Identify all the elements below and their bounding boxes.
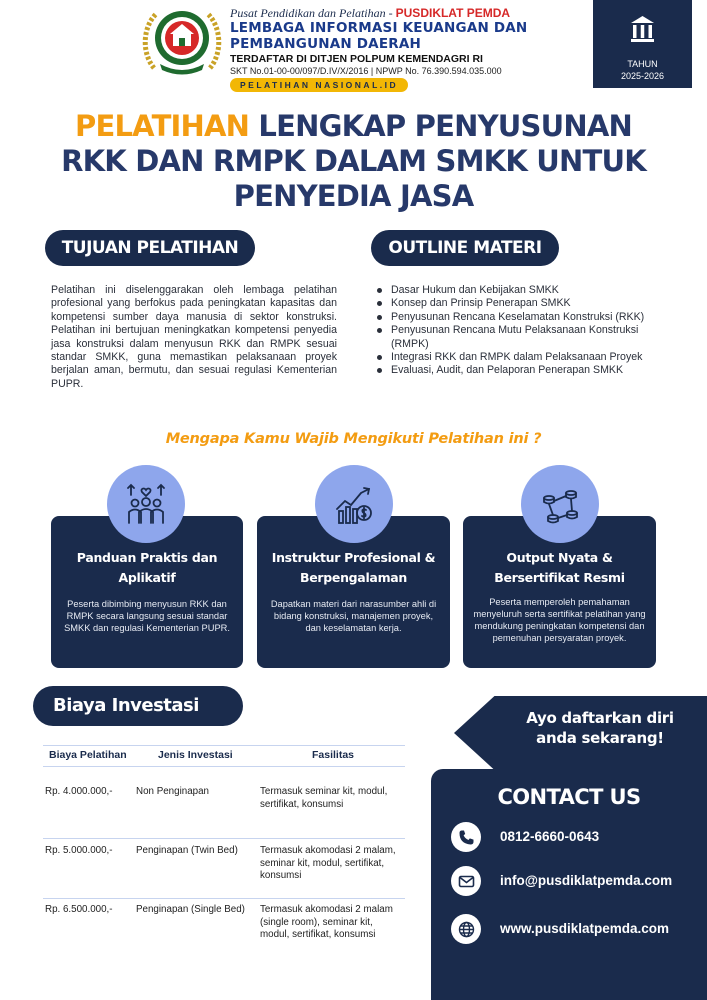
row-type: Penginapan (Twin Bed) [136,845,238,856]
title-rest: LENGKAP PENYUSUNAN RKK DAN RMPK DALAM SMKK UNTUK PENYEDIA JASA [61,109,646,213]
outline-item: Penyusunan Rencana Mutu Pelaksanaan Konstruksi (RMPK) [376,324,666,351]
contact-website[interactable]: www.pusdiklatpemda.com [500,921,670,936]
row-price: Rp. 5.000.000,- [45,845,113,856]
outline-item: Dasar Hukum dan Kebijakan SMKK [376,284,666,297]
year-value: 2025-2026 [620,71,665,81]
card-title: Panduan Praktis dan Aplikatif [76,550,218,585]
network-icon [521,465,599,543]
card-description: Peserta memperoleh pemahaman menyeluruh serta sertifikat pelatihan yang mendukung peningkatan kompetensi dan pemenuhan persyaratan proyek. [473,597,646,643]
why-heading: Mengapa Kamu Wajib Mengikuti Pelatihan ini ? [165,431,542,447]
outline-item: Integrasi RKK dan RMPK dalam Pelaksanaan Proyek [376,351,666,364]
column-header-type: Jenis Investasi [158,749,233,761]
row-facilities: Termasuk seminar kit, modul, sertifikat, konsumsi [260,786,388,810]
outline-heading: OUTLINE MATERI [371,230,559,266]
header-tagline-prefix: Pusat Pendidikan dan Pelatihan - [230,6,393,20]
card-title: Output Nyata & Bersertifikat Resmi [494,550,625,585]
outline-item: Konsep dan Prinsip Penerapan SMKK [376,297,666,310]
row-price: Rp. 4.000.000,- [45,786,113,797]
contact-phone[interactable]: 0812-6660-0643 [500,829,600,844]
column-header-facilities: Fasilitas [312,749,355,761]
year-label: TAHUN [627,59,658,69]
tujuan-heading: TUJUAN PELATIHAN [45,230,255,266]
card-title: Instruktur Profesional & Berpengalaman [271,550,436,585]
biaya-heading: Biaya Investasi [33,686,243,726]
row-facilities: Termasuk akomodasi 2 malam, seminar kit, modul, sertifikat, konsumsi [260,845,396,881]
globe-icon [451,914,481,944]
header-tagline [230,6,510,21]
contact-heading: CONTACT US [497,785,641,809]
money-growth-icon [315,465,393,543]
outline-item: Penyusunan Rencana Keselamatan Konstruksi (RKK) [376,311,666,324]
phone-icon [451,822,481,852]
row-type: Non Penginapan [136,786,209,797]
table-divider [43,745,405,746]
card-description: Dapatkan materi dari narasumber ahli di bidang konstruksi, manajemen proyek, dan keselamatan kerja. [270,599,437,633]
year-box [593,0,692,88]
row-facilities: Termasuk akomodasi 2 malam (single room), seminar kit, modul, sertifikat, konsumsi [260,904,393,940]
website-badge: PELATIHAN NASIONAL.ID [230,78,408,92]
skt-npwp-text: SKT No.01-00-00/097/D.IV/X/2016 | NPWP No. 76.390.594.035.000 [230,66,502,76]
table-divider [43,838,405,839]
registration-text: TERDAFTAR DI DITJEN POLPUM KEMENDAGRI RI [230,53,483,65]
outline-list [376,284,666,378]
mail-icon [451,866,481,896]
table-divider [43,898,405,899]
tujuan-text: Pelatihan ini diselenggarakan oleh lembaga pelatihan profesional yang berfokus pada peningkatan kapasitas dan kompetensi sumber daya manusia di sektor konstruksi. Pelatihan ini bertujuan meningkatkan kompetensi penyedia jasa konstruksi dalam menyusun RKK dan RMPK sesuai standar SMKK, guna memastikan pelaksanaan proyek berjalan aman, bermutu, dan sesuai regulasi Kementerian PUPR. [51,284,337,390]
header-tagline-brand: PUSDIKLAT PEMDA [395,6,511,20]
organization-name: LEMBAGA INFORMASI KEUANGAN DAN PEMBANGUNAN DAERAH [230,20,528,52]
page-title [40,109,667,214]
table-divider [43,766,405,767]
linkeu-pemda-logo [140,6,224,76]
card-description: Peserta dibimbing menyusun RKK dan RMPK secara langsung sesuai standar SMKK dan regulasi Kementerian PUPR. [64,599,230,633]
team-growth-icon [107,465,185,543]
register-cta-text[interactable]: Ayo daftarkan diri anda sekarang! [526,709,674,747]
outline-item: Evaluasi, Audit, dan Pelaporan Penerapan SMKK [376,364,666,377]
title-accent: PELATIHAN [75,109,250,143]
row-type: Penginapan (Single Bed) [136,904,245,915]
row-price: Rp. 6.500.000,- [45,904,113,915]
bank-icon [629,14,656,44]
contact-email[interactable]: info@pusdiklatpemda.com [500,873,673,888]
column-header-price: Biaya Pelatihan [49,749,127,761]
